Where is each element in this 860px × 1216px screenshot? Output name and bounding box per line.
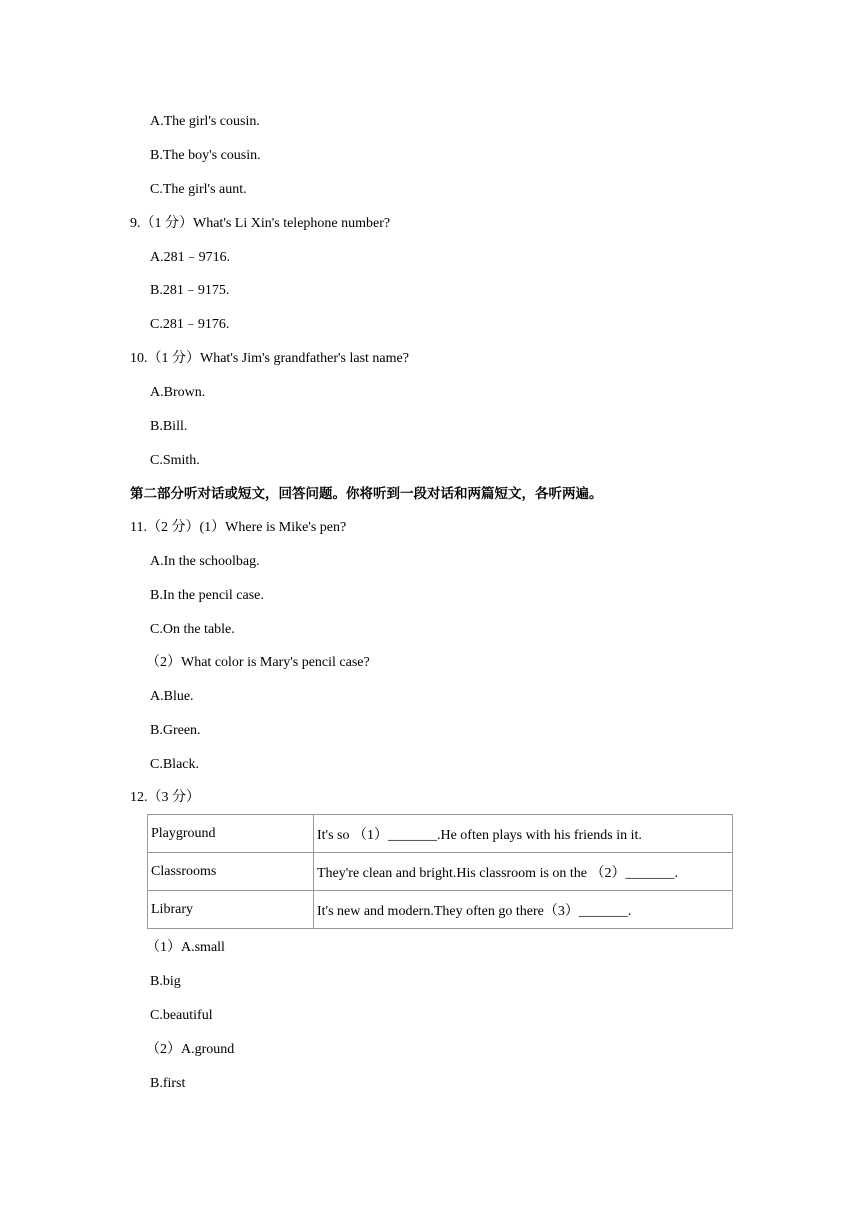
- q12-1-option-a: （1）A.small: [146, 940, 225, 955]
- q11-2-option-b: B.Green.: [150, 723, 201, 738]
- q12-1-option-c: C.beautiful: [150, 1008, 213, 1023]
- table-row: [148, 853, 733, 891]
- q10-option-c: C.Smith.: [150, 453, 200, 468]
- table-cell-description: They're clean and bright.His classroom is on the （2）_______.: [314, 853, 733, 891]
- q11-2-option-c: C.Black.: [150, 757, 199, 772]
- table-row: [148, 815, 733, 853]
- q11-2-option-a: A.Blue.: [150, 689, 194, 704]
- q9-option-a: A.281﹣9716.: [150, 250, 231, 265]
- q11-stem: 11.（2 分）(1）Where is Mike's pen?: [130, 520, 347, 535]
- q10-option-b: B.Bill.: [150, 419, 188, 434]
- q8-option-a: A.The girl's cousin.: [150, 114, 260, 129]
- q11-1-option-a: A.In the schoolbag.: [150, 554, 260, 569]
- q11-2-stem: （2）What color is Mary's pencil case?: [146, 655, 370, 670]
- table-cell-place: Playground: [148, 815, 314, 853]
- q12-table: [147, 814, 733, 929]
- table-cell-description: It's new and modern.They often go there（3）_______.: [314, 891, 733, 929]
- table-cell-place: Library: [148, 891, 314, 929]
- table-row: [148, 891, 733, 929]
- q10-stem: 10.（1 分）What's Jim's grandfather's last name?: [130, 351, 409, 366]
- table-cell-description: It's so （1）_______.He often plays with his friends in it.: [314, 815, 733, 853]
- q9-stem: 9.（1 分）What's Li Xin's telephone number?: [130, 216, 391, 231]
- q8-option-c: C.The girl's aunt.: [150, 182, 247, 197]
- q8-option-b: B.The boy's cousin.: [150, 148, 261, 163]
- section-2-heading: 第二部分听对话或短文，回答问题。你将听到一段对话和两篇短文，各听两遍。: [130, 486, 603, 502]
- q12-1-option-b: B.big: [150, 974, 181, 989]
- q11-1-option-c: C.On the table.: [150, 622, 235, 637]
- q12-2-option-b: B.first: [150, 1076, 186, 1091]
- table-cell-place: Classrooms: [148, 853, 314, 891]
- q10-option-a: A.Brown.: [150, 385, 206, 400]
- q12-stem: 12.（3 分）: [130, 790, 200, 805]
- q11-1-option-b: B.In the pencil case.: [150, 588, 264, 603]
- q9-option-c: C.281﹣9176.: [150, 317, 230, 332]
- q9-option-b: B.281﹣9175.: [150, 283, 230, 298]
- q12-2-option-a: （2）A.ground: [146, 1042, 235, 1057]
